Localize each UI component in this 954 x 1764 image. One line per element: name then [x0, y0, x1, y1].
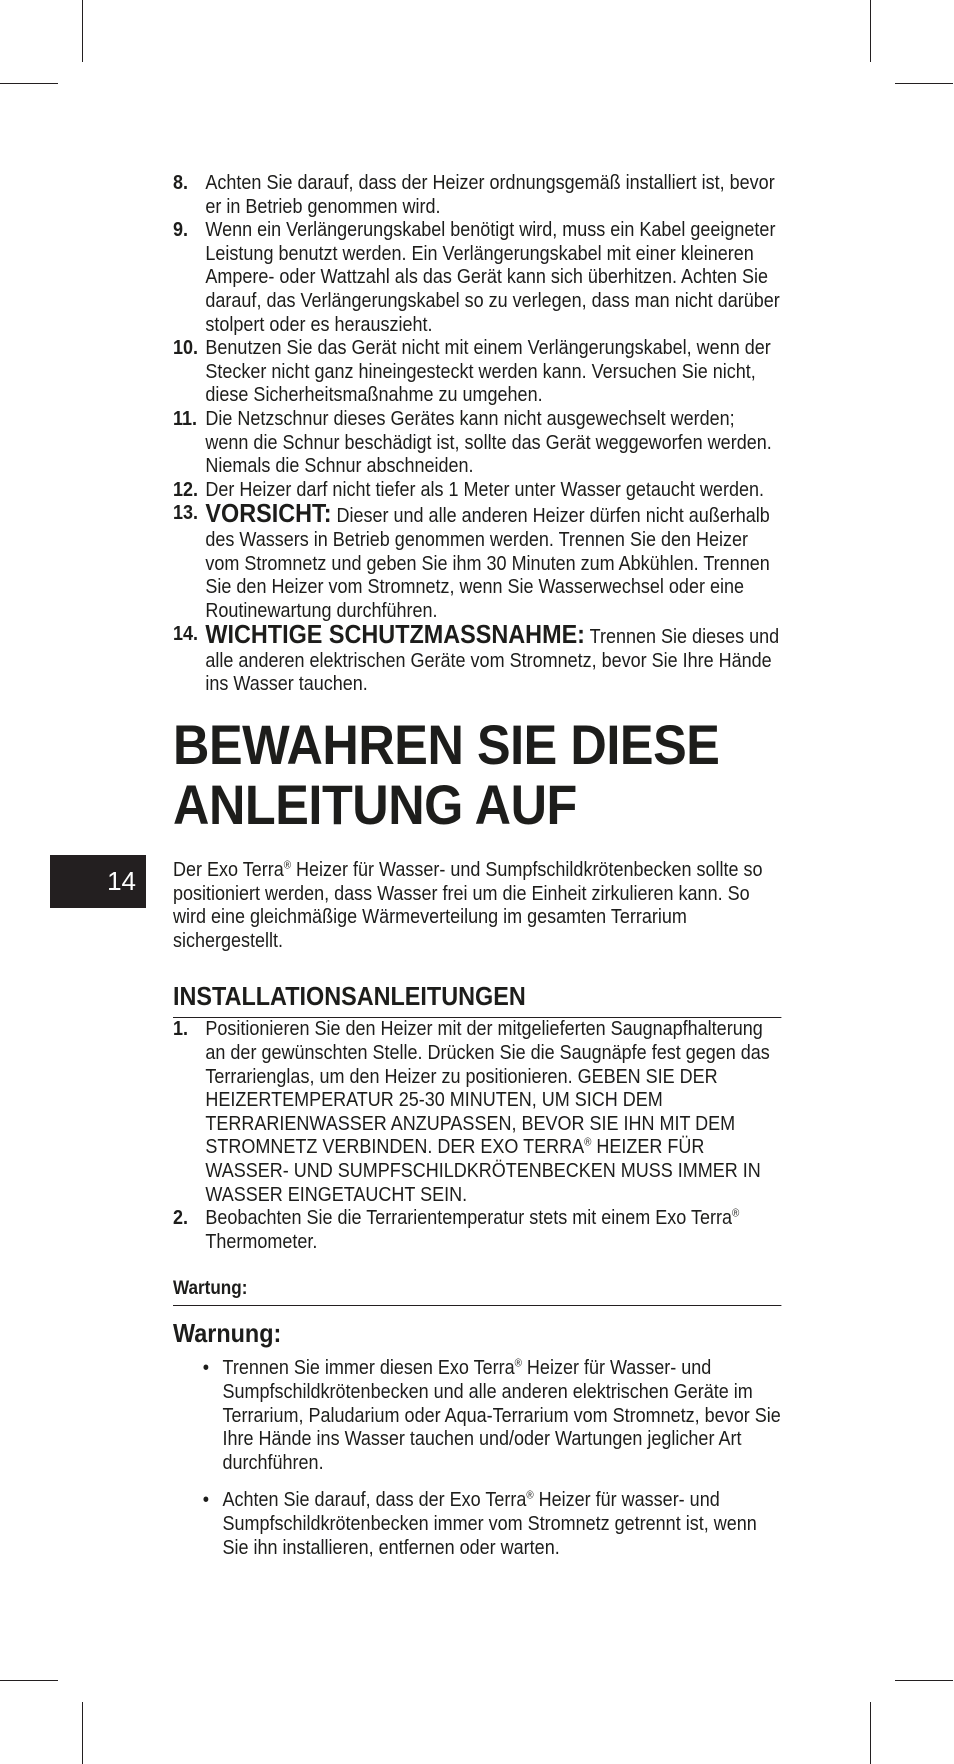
item-number: 9. — [173, 219, 189, 242]
crop-mark-bottom-left-horizontal — [0, 1680, 58, 1681]
item-number: 12. — [173, 478, 199, 501]
intro-text-2: Heizer für Wasser- und Sumpfschildkrötenbecken sollte so positioniert werden, dass Wasser frei um die Einheit zirkulieren kann. So wird eine gleichmäßige Wärmeverteilung im gesamten Terrarium sichergestellt. — [173, 859, 763, 952]
item-number: 10. — [173, 337, 199, 360]
warning-list — [173, 1357, 781, 1560]
bullet: • — [202, 1489, 210, 1512]
warning-text-cont: Heizer für wasser- und Sumpfschildkrötenbecken immer vom Stromnetz getrennt ist, wenn Sie ihn installieren, entfernen oder warten. — [222, 1489, 757, 1559]
item-text: Wenn ein Verlängerungskabel benötigt wird, muss ein Kabel geeigneter Leistung benutzt werden. Ein Verlängerungskabel mit einer kleineren Ampere- oder Wattzahl als das Gerät kann sich überhitzen. Achten Sie darauf, das Verlängerungskabel so zu verlegen, dass man nicht darüber stolpert oder es herauszieht. — [205, 219, 780, 336]
warning-text-cont: Heizer für Wasser- und Sumpfschildkrötenbecken und alle anderen elektrischen Geräte im Terrarium, Paludarium oder Aqua-Terrarium vom Stromnetz, bevor Sie Ihre Hände ins Wasser tauchen und/oder Wartungen jeglicher Art durchführen. — [222, 1357, 781, 1474]
item-number: 14. — [173, 623, 199, 646]
crop-mark-top-left-horizontal — [0, 83, 58, 84]
safety-instructions-list — [173, 172, 781, 697]
item-number: 2. — [173, 1207, 189, 1230]
crop-mark-bottom-right-vertical — [870, 1702, 871, 1764]
crop-mark-top-right-horizontal — [895, 83, 953, 84]
intro-paragraph — [173, 859, 781, 953]
caution-label: VORSICHT: — [205, 498, 332, 529]
warning-text: Trennen Sie immer diesen Exo Terra — [222, 1357, 515, 1380]
safety-item-14 — [173, 619, 781, 697]
item-text: Die Netzschnur dieses Gerätes kann nicht ausgewechselt werden; wenn die Schnur beschädigt ist, sollte das Gerät weggeworfen werden. Niemals die Schnur abschneiden. — [205, 407, 772, 478]
install-item-1 — [173, 1018, 781, 1207]
document-body — [173, 172, 781, 1574]
bullet: • — [202, 1357, 210, 1380]
item-number: 13. — [173, 502, 199, 525]
install-item-2 — [173, 1207, 781, 1254]
item-text: Achten Sie darauf, dass der Heizer ordnungsgemäß installiert ist, bevor er in Betrieb genommen wird. — [205, 172, 775, 218]
item-text: Trennen Sie dieses und alle anderen elektrischen Geräte vom Stromnetz, bevor Sie Ihre Hände ins Wasser tauchen. — [205, 626, 780, 696]
important-safeguard-label: WICHTIGE SCHUTZMASSNAHME: — [205, 619, 585, 650]
installation-list — [173, 1018, 781, 1254]
item-text: Der Heizer darf nicht tiefer als 1 Meter unter Wasser getaucht werden. — [205, 478, 764, 501]
item-text-cont: Thermometer. — [205, 1230, 318, 1253]
safety-item-11 — [173, 408, 781, 479]
page-number: 14 — [107, 866, 136, 896]
registered-mark: ® — [731, 1207, 740, 1220]
item-text-cont: HEIZER FÜR WASSER- UND SUMPFSCHILDKRÖTENBECKEN MUSS IMMER IN WASSER EINGETAUCHT SEIN. — [205, 1136, 761, 1206]
page-number-tab — [50, 855, 146, 908]
crop-mark-bottom-left-vertical — [82, 1702, 83, 1764]
registered-mark: ® — [514, 1357, 522, 1370]
crop-mark-top-left-vertical — [82, 0, 83, 62]
crop-mark-bottom-right-horizontal — [895, 1680, 953, 1681]
registered-mark: ® — [584, 1136, 592, 1149]
save-instructions-heading — [173, 715, 781, 835]
item-text: Positionieren Sie den Heizer mit der mitgelieferten Saugnapfhalterung an der gewünschten Stelle. Drücken Sie die Saugnäpfe fest gegen das Terrarienglas, um den Heizer zu positionieren. GEBEN SIE DER HEIZERTEMPERATUR 25-30 MINUTEN, UM SICH DEM TERRARIENWASSER ANZUPASSEN, BEVOR SIE IHN MIT DEM STROMNETZ VERBINDEN. DER EXO TERRA — [205, 1018, 770, 1159]
maintenance-heading: Wartung: — [173, 1278, 781, 1306]
safety-item-8 — [173, 172, 781, 219]
warning-item — [203, 1357, 782, 1475]
item-text: Dieser und alle anderen Heizer dürfen nicht außerhalb des Wassers in Betrieb genommen werden. Trennen Sie den Heizer vom Stromnetz und geben Sie ihm 30 Minuten zum Abkühlen. Trennen Sie den Heizer vom Stromnetz, wenn Sie Wasserwechsel oder eine Routinewartung durchführen. — [205, 505, 770, 622]
safety-item-10 — [173, 337, 781, 408]
installation-heading: INSTALLATIONSANLEITUNGEN — [173, 981, 781, 1018]
item-text: Benutzen Sie das Gerät nicht mit einem Verlängerungskabel, wenn der Stecker nicht ganz hineingesteckt werden kann. Versuchen Sie nicht, diese Sicherheitsmaßnahme zu umgehen. — [205, 337, 771, 407]
item-number: 8. — [173, 172, 189, 194]
item-number: 11. — [173, 407, 198, 430]
registered-mark: ® — [283, 859, 292, 872]
warning-heading: Warnung: — [173, 1318, 282, 1349]
safety-item-13 — [173, 498, 781, 623]
heading-line-2: ANLEITUNG AUF — [173, 773, 577, 837]
item-number: 1. — [173, 1018, 189, 1041]
crop-mark-top-right-vertical — [870, 0, 871, 62]
item-text: Beobachten Sie die Terrarientemperatur stets mit einem Exo Terra — [205, 1207, 732, 1230]
safety-item-9 — [173, 219, 781, 337]
intro-text-1: Der Exo Terra — [173, 859, 284, 882]
warning-item — [203, 1489, 782, 1560]
registered-mark: ® — [526, 1489, 534, 1502]
warning-text: Achten Sie darauf, dass der Exo Terra — [222, 1489, 527, 1512]
heading-line-1: BEWAHREN SIE DIESE — [173, 713, 720, 777]
